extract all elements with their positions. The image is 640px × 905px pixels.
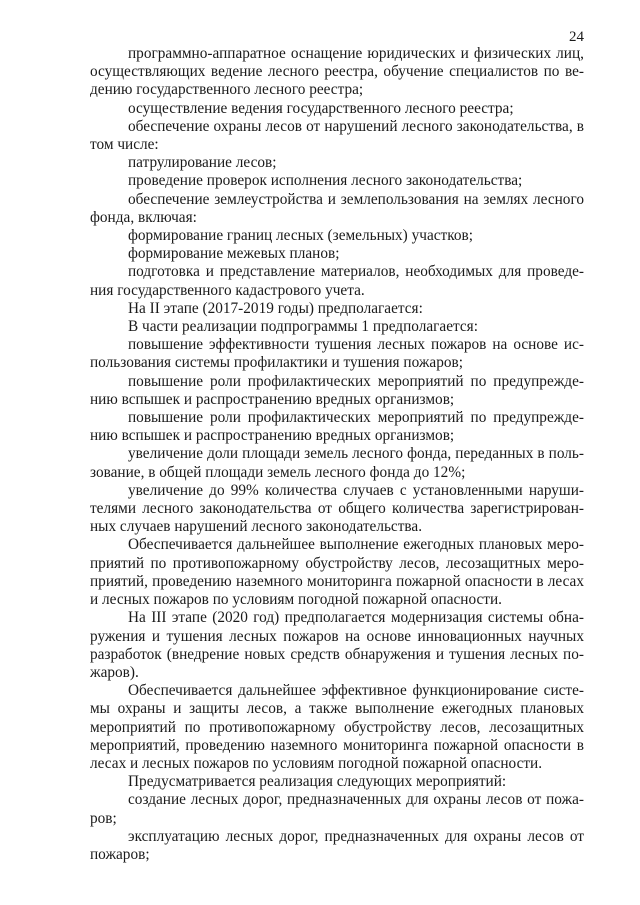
paragraph: формирование межевых планов;: [128, 245, 340, 263]
paragraph: осуществление ведения государственного лесного реестра;: [128, 99, 514, 117]
paragraph: увеличение доли площади земель лесного фонда, переданных в пользование, в общей площади земель лесного фонда до 12%;: [90, 445, 584, 481]
paragraph: программно-аппаратное оснащение юридических и физических лиц, осуществляющих ведение лесного реестра, обучение специалистов по ведению государственного лесного реестра;: [90, 45, 584, 99]
paragraph: создание лесных дорог, предназначенных для охраны лесов от пожаров;: [90, 791, 584, 827]
paragraph: проведение проверок исполнения лесного законодательства;: [128, 172, 523, 190]
paragraph: патрулирование лесов;: [128, 154, 277, 172]
paragraph: повышение роли профилактических мероприятий по предупреждению вспышек и распространению вредных организмов;: [90, 372, 584, 408]
page-number: 24: [569, 29, 584, 45]
paragraph: На II этапе (2017-2019 годы) предполагается:: [128, 299, 423, 317]
paragraph: В части реализации подпрограммы 1 предполагается:: [128, 318, 478, 336]
paragraph: обеспечение охраны лесов от нарушений лесного законодательства, в том числе:: [90, 117, 584, 154]
paragraph: повышение эффективности тушения лесных пожаров на основе использования системы профилактики и тушения пожаров;: [90, 336, 584, 372]
paragraph: подготовка и представление материалов, необходимых для проведения государственного кадастрового учета.: [90, 263, 584, 299]
paragraph: формирование границ лесных (земельных) участков;: [128, 227, 473, 245]
paragraph: повышение роли профилактических мероприятий по предупреждению вспышек и распространению вредных организмов;: [90, 409, 584, 445]
paragraph: Обеспечивается дальнейшее эффективное функционирование системы охраны и защиты лесов, а также выполнение ежегодных плановых мероприятий по противопожарному обустройству лесов, лесозащитных мероприятий, проведению наземного мониторинга пожарной опасности в лесах и лесных пожаров по условиям погодной пожарной опасности.: [90, 682, 584, 772]
paragraph: На III этапе (2020 год) предполагается модернизация системы обнаружения и тушения лесных пожаров на основе инновационных научных разработок (внедрение новых средств обнаружения и тушения лесных пожаров).: [90, 609, 584, 681]
paragraph: увеличение до 99% количества случаев с установленными нарушителями лесного законодательства от общего количества зарегистрированных случаев нарушений лесного законодательства.: [90, 481, 584, 536]
page-body: [90, 45, 584, 864]
paragraph: Обеспечивается дальнейшее выполнение ежегодных плановых мероприятий по противопожарному обустройству лесов, лесозащитных мероприятий, проведению наземного мониторинга пожарной опасности в лесах и лесных пожаров по условиям погодной пожарной опасности.: [90, 536, 584, 609]
paragraph: эксплуатацию лесных дорог, предназначенных для охраны лесов от пожаров;: [90, 827, 584, 863]
paragraph: обеспечение землеустройства и землепользования на землях лесного фонда, включая:: [90, 190, 584, 226]
paragraph: Предусматривается реализация следующих мероприятий:: [128, 773, 507, 791]
